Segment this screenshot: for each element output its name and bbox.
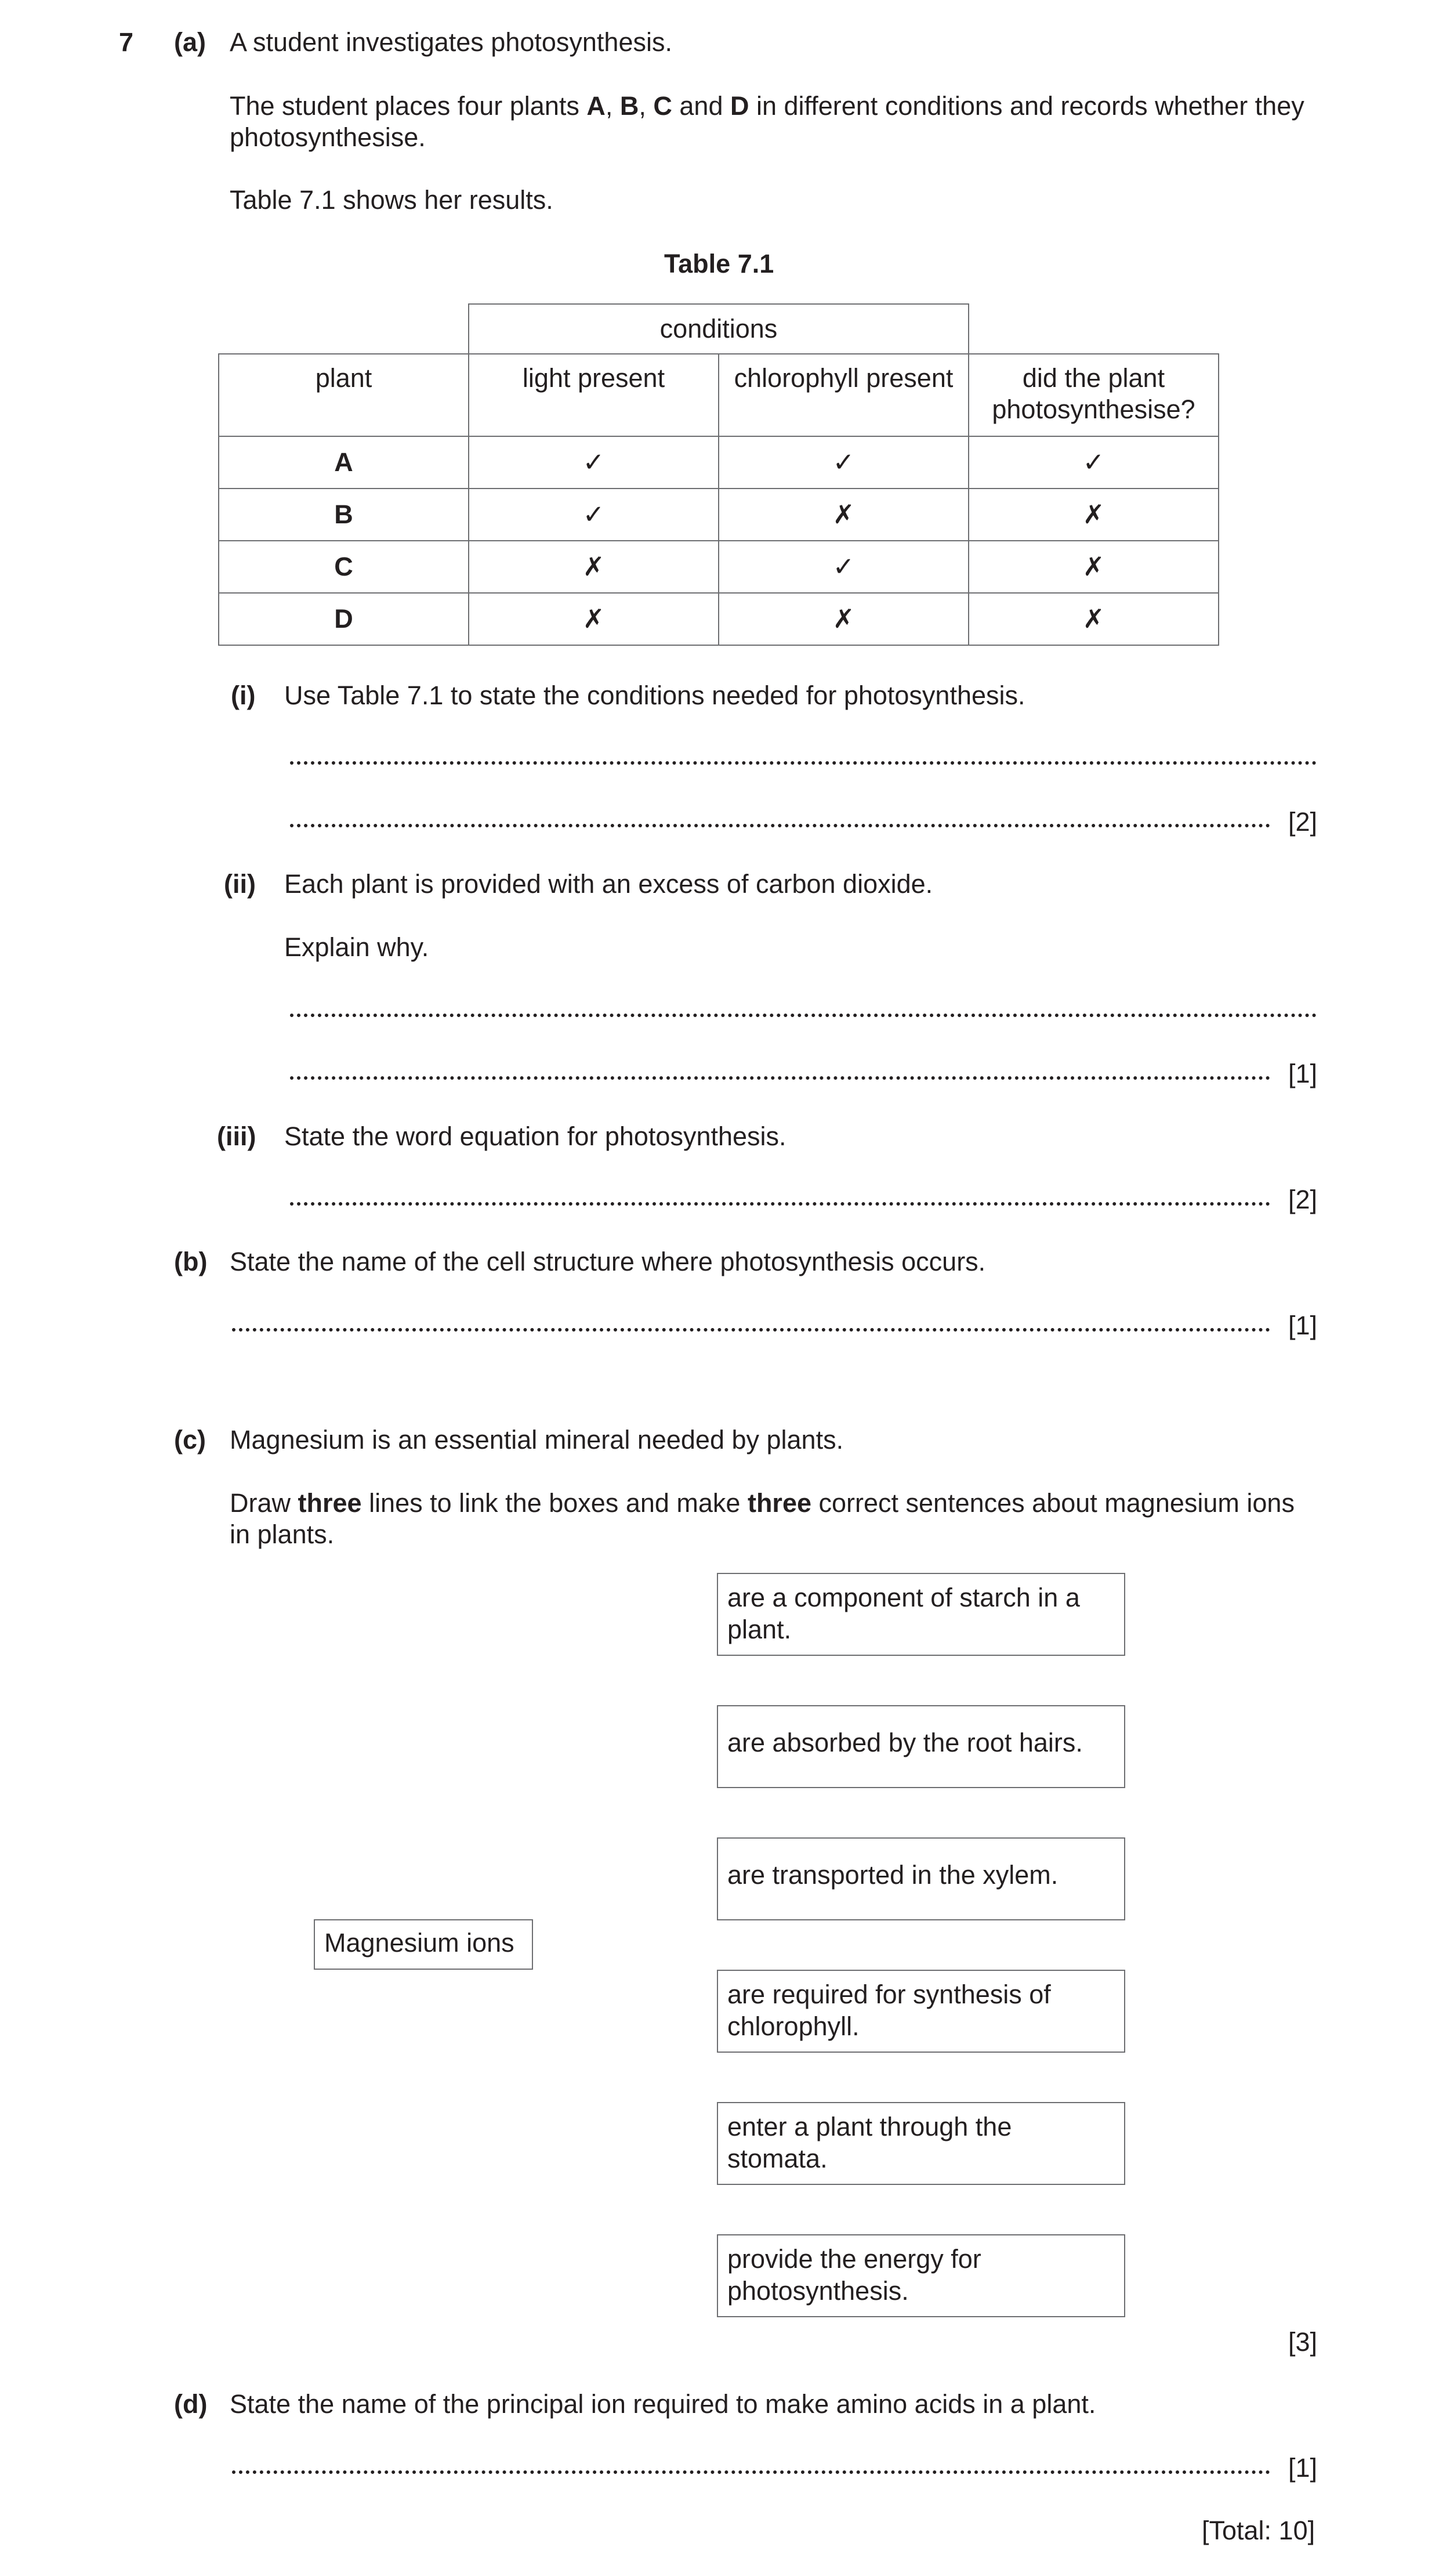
marks-label: [1] [1288,1059,1318,1088]
answer-line[interactable] [290,824,1270,827]
table-row [219,436,1219,489]
empty-cell [969,304,1219,354]
total-marks: [Total: 10] [1202,2516,1315,2545]
marks-label: [1] [1288,2453,1318,2483]
instr-text: correct sentences about magnesium ions [811,1488,1295,1518]
plant-cell: A [219,436,469,489]
result-mark: ✓ [469,436,719,489]
table-row [219,593,1219,645]
part-a-ii-text2: Explain why. [284,932,429,962]
header-light: light present [469,354,719,436]
part-a-paragraph-line2: photosynthesise. [230,122,426,152]
instr-text: Draw [230,1488,298,1518]
plant-cell: C [219,541,469,593]
part-b-label: (b) [174,1247,208,1276]
right-box[interactable]: are required for synthesis of chlorophyll. [717,1970,1125,2053]
part-a-iii-label: (iii) [217,1121,256,1151]
result-mark: ✓ [719,541,969,593]
table-caption: Table 7.1 [664,249,774,278]
para-text: and [672,91,730,121]
para-text: in different conditions and records whether they [749,91,1304,121]
part-d-label: (d) [174,2389,208,2419]
plant-d-ref: D [730,91,749,121]
plant-cell: B [219,489,469,541]
table-row [219,489,1219,541]
plant-cell: D [219,593,469,645]
header-plant: plant [219,354,469,436]
instr-text: lines to link the boxes and make [361,1488,748,1518]
result-mark: ✗ [969,541,1219,593]
instr-emph: three [747,1488,811,1518]
part-c-label: (c) [174,1425,206,1455]
part-a-i-label: (i) [231,681,256,710]
part-a-label: (a) [174,27,206,57]
answer-line[interactable] [232,1328,1270,1332]
right-box[interactable]: are transported in the xylem. [717,1837,1125,1920]
para-sep: , [639,91,654,121]
para-text: The student places four plants [230,91,587,121]
plant-b-ref: B [619,91,639,121]
part-a-i-text: Use Table 7.1 to state the conditions needed for photosynthesis. [284,681,1025,710]
answer-line[interactable] [290,1076,1270,1080]
part-b-text: State the name of the cell structure where photosynthesis occurs. [230,1247,986,1276]
part-c-instruction-line2: in plants. [230,1519,335,1549]
right-box[interactable]: enter a plant through the stomata. [717,2102,1125,2185]
left-box-magnesium-ions[interactable]: Magnesium ions [314,1919,533,1970]
result-mark: ✗ [469,541,719,593]
right-box[interactable]: provide the energy for photosynthesis. [717,2234,1125,2317]
marks-label: [1] [1288,1311,1318,1340]
plant-c-ref: C [653,91,672,121]
part-a-ii-text: Each plant is provided with an excess of carbon dioxide. [284,869,933,899]
plant-a-ref: A [586,91,606,121]
result-mark: ✓ [969,436,1219,489]
part-a-paragraph [230,91,1304,122]
part-a-ii-label: (ii) [224,869,256,899]
result-mark: ✗ [469,593,719,645]
result-mark: ✓ [469,489,719,541]
result-mark: ✗ [719,593,969,645]
result-mark: ✗ [969,593,1219,645]
answer-line[interactable] [290,1202,1270,1206]
para-sep: , [605,91,620,121]
result-mark: ✗ [969,489,1219,541]
header-chlorophyll: chlorophyll present [719,354,969,436]
part-d-text: State the name of the principal ion required to make amino acids in a plant. [230,2389,1096,2419]
results-table [218,303,1219,646]
table-row [219,541,1219,593]
right-box[interactable]: are absorbed by the root hairs. [717,1705,1125,1788]
part-a-intro: A student investigates photosynthesis. [230,27,672,57]
result-mark: ✓ [719,436,969,489]
part-a-iii-text: State the word equation for photosynthesis. [284,1121,786,1151]
result-mark: ✗ [719,489,969,541]
answer-line[interactable] [290,761,1317,765]
empty-cell [219,304,469,354]
question-number: 7 [119,27,134,57]
part-c-instruction [230,1488,1295,1519]
marks-label: [3] [1288,2327,1318,2357]
instr-emph: three [298,1488,362,1518]
marks-label: [2] [1288,807,1318,837]
answer-line[interactable] [290,1014,1317,1017]
table-intro: Table 7.1 shows her results. [230,185,553,215]
header-photosynthesise: did the plant photosynthesise? [969,354,1219,436]
right-box[interactable]: are a component of starch in a plant. [717,1573,1125,1656]
marks-label: [2] [1288,1185,1318,1214]
part-c-text: Magnesium is an essential mineral needed by plants. [230,1425,844,1455]
conditions-header: conditions [469,304,969,354]
answer-line[interactable] [232,2470,1270,2474]
